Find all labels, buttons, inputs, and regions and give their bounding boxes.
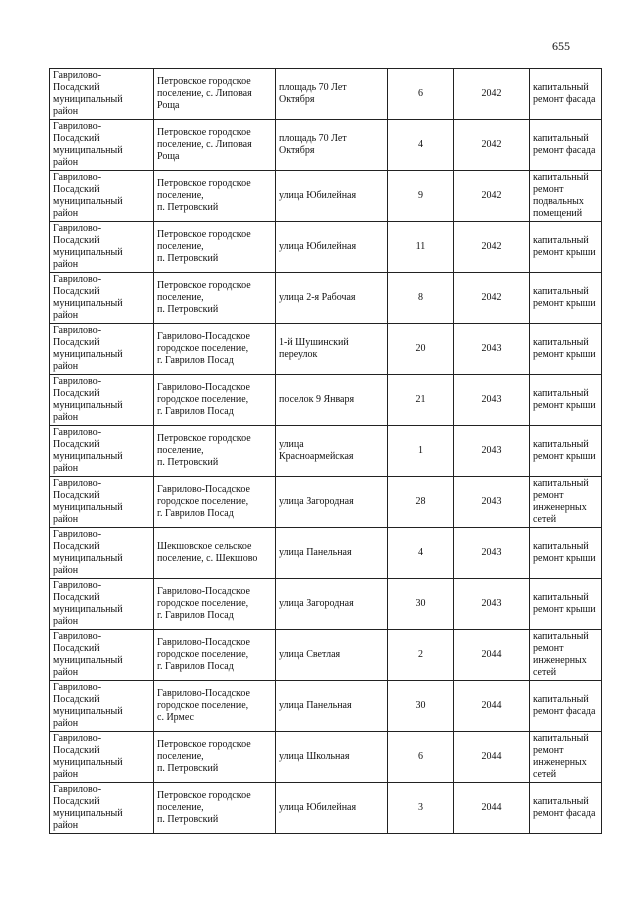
settlement-cell: Петровское городское поселение, с. Липовая Роща xyxy=(154,120,276,171)
district-cell: Гаврилово- Посадский муниципальный район xyxy=(50,783,154,834)
year-cell: 2042 xyxy=(454,69,530,120)
district-cell: Гаврилово- Посадский муниципальный район xyxy=(50,630,154,681)
table-row xyxy=(50,120,602,171)
house-number-cell: 4 xyxy=(388,528,454,579)
street-cell: улица 2-я Рабочая xyxy=(276,273,388,324)
work-type-cell: капитальный ремонт крыши xyxy=(530,324,602,375)
table-row xyxy=(50,426,602,477)
table-row xyxy=(50,732,602,783)
table-row xyxy=(50,783,602,834)
district-cell: Гаврилово- Посадский муниципальный район xyxy=(50,375,154,426)
house-number-cell: 30 xyxy=(388,681,454,732)
house-number-cell: 2 xyxy=(388,630,454,681)
settlement-cell: Гаврилово-Посадское городское поселение, с. Ирмес xyxy=(154,681,276,732)
year-cell: 2043 xyxy=(454,528,530,579)
street-cell: улица Загородная xyxy=(276,477,388,528)
work-type-cell: капитальный ремонт фасада xyxy=(530,783,602,834)
district-cell: Гаврилово- Посадский муниципальный район xyxy=(50,324,154,375)
house-number-cell: 6 xyxy=(388,732,454,783)
work-type-cell: капитальный ремонт крыши xyxy=(530,222,602,273)
year-cell: 2043 xyxy=(454,324,530,375)
year-cell: 2044 xyxy=(454,681,530,732)
house-number-cell: 11 xyxy=(388,222,454,273)
work-type-cell: капитальный ремонт фасада xyxy=(530,69,602,120)
street-cell: улица Панельная xyxy=(276,528,388,579)
work-type-cell: капитальный ремонт крыши xyxy=(530,273,602,324)
house-number-cell: 21 xyxy=(388,375,454,426)
work-type-cell: капитальный ремонт крыши xyxy=(530,375,602,426)
district-cell: Гаврилово- Посадский муниципальный район xyxy=(50,528,154,579)
settlement-cell: Петровское городское поселение, п. Петровский xyxy=(154,171,276,222)
year-cell: 2044 xyxy=(454,630,530,681)
settlement-cell: Гаврилово-Посадское городское поселение, г. Гаврилов Посад xyxy=(154,630,276,681)
house-number-cell: 20 xyxy=(388,324,454,375)
table-row xyxy=(50,324,602,375)
house-number-cell: 3 xyxy=(388,783,454,834)
settlement-cell: Гаврилово-Посадское городское поселение, г. Гаврилов Посад xyxy=(154,579,276,630)
house-number-cell: 8 xyxy=(388,273,454,324)
street-cell: площадь 70 Лет Октября xyxy=(276,69,388,120)
table-row xyxy=(50,477,602,528)
year-cell: 2043 xyxy=(454,579,530,630)
street-cell: улица Юбилейная xyxy=(276,222,388,273)
street-cell: поселок 9 Января xyxy=(276,375,388,426)
settlement-cell: Петровское городское поселение, п. Петровский xyxy=(154,783,276,834)
table-row xyxy=(50,171,602,222)
table-row xyxy=(50,375,602,426)
district-cell: Гаврилово- Посадский муниципальный район xyxy=(50,477,154,528)
table-row xyxy=(50,630,602,681)
house-number-cell: 6 xyxy=(388,69,454,120)
street-cell: улица Юбилейная xyxy=(276,171,388,222)
house-number-cell: 4 xyxy=(388,120,454,171)
settlement-cell: Петровское городское поселение, п. Петровский xyxy=(154,426,276,477)
street-cell: улица Школьная xyxy=(276,732,388,783)
year-cell: 2042 xyxy=(454,222,530,273)
work-type-cell: капитальный ремонт инженерных сетей xyxy=(530,477,602,528)
year-cell: 2043 xyxy=(454,375,530,426)
table-row xyxy=(50,681,602,732)
table-row xyxy=(50,528,602,579)
street-cell: улица Красноармейская xyxy=(276,426,388,477)
settlement-cell: Петровское городское поселение, п. Петровский xyxy=(154,273,276,324)
settlement-cell: Петровское городское поселение, п. Петровский xyxy=(154,222,276,273)
settlement-cell: Петровское городское поселение, с. Липовая Роща xyxy=(154,69,276,120)
table-row xyxy=(50,69,602,120)
street-cell: улица Загородная xyxy=(276,579,388,630)
work-type-cell: капитальный ремонт подвальных помещений xyxy=(530,171,602,222)
table-row xyxy=(50,273,602,324)
year-cell: 2042 xyxy=(454,171,530,222)
year-cell: 2043 xyxy=(454,426,530,477)
street-cell: площадь 70 Лет Октября xyxy=(276,120,388,171)
work-type-cell: капитальный ремонт инженерных сетей xyxy=(530,630,602,681)
year-cell: 2042 xyxy=(454,120,530,171)
house-number-cell: 9 xyxy=(388,171,454,222)
district-cell: Гаврилово- Посадский муниципальный район xyxy=(50,426,154,477)
house-number-cell: 30 xyxy=(388,579,454,630)
table-row xyxy=(50,222,602,273)
page-number: 655 xyxy=(552,39,570,53)
district-cell: Гаврилово- Посадский муниципальный район xyxy=(50,222,154,273)
year-cell: 2042 xyxy=(454,273,530,324)
house-number-cell: 28 xyxy=(388,477,454,528)
work-type-cell: капитальный ремонт фасада xyxy=(530,681,602,732)
year-cell: 2044 xyxy=(454,783,530,834)
capital-repair-table xyxy=(49,68,602,834)
district-cell: Гаврилово- Посадский муниципальный район xyxy=(50,579,154,630)
work-type-cell: капитальный ремонт крыши xyxy=(530,579,602,630)
work-type-cell: капитальный ремонт крыши xyxy=(530,528,602,579)
work-type-cell: капитальный ремонт фасада xyxy=(530,120,602,171)
house-number-cell: 1 xyxy=(388,426,454,477)
district-cell: Гаврилово- Посадский муниципальный район xyxy=(50,732,154,783)
settlement-cell: Петровское городское поселение, п. Петровский xyxy=(154,732,276,783)
table-body xyxy=(50,69,602,834)
table-row xyxy=(50,579,602,630)
district-cell: Гаврилово- Посадский муниципальный район xyxy=(50,273,154,324)
year-cell: 2043 xyxy=(454,477,530,528)
street-cell: улица Светлая xyxy=(276,630,388,681)
settlement-cell: Гаврилово-Посадское городское поселение, г. Гаврилов Посад xyxy=(154,477,276,528)
settlement-cell: Гаврилово-Посадское городское поселение, г. Гаврилов Посад xyxy=(154,324,276,375)
district-cell: Гаврилово- Посадский муниципальный район xyxy=(50,69,154,120)
street-cell: улица Панельная xyxy=(276,681,388,732)
settlement-cell: Гаврилово-Посадское городское поселение, г. Гаврилов Посад xyxy=(154,375,276,426)
work-type-cell: капитальный ремонт инженерных сетей xyxy=(530,732,602,783)
work-type-cell: капитальный ремонт крыши xyxy=(530,426,602,477)
street-cell: 1-й Шушинский переулок xyxy=(276,324,388,375)
street-cell: улица Юбилейная xyxy=(276,783,388,834)
district-cell: Гаврилово- Посадский муниципальный район xyxy=(50,120,154,171)
district-cell: Гаврилово- Посадский муниципальный район xyxy=(50,681,154,732)
settlement-cell: Шекшовское сельское поселение, с. Шекшово xyxy=(154,528,276,579)
year-cell: 2044 xyxy=(454,732,530,783)
district-cell: Гаврилово- Посадский муниципальный район xyxy=(50,171,154,222)
